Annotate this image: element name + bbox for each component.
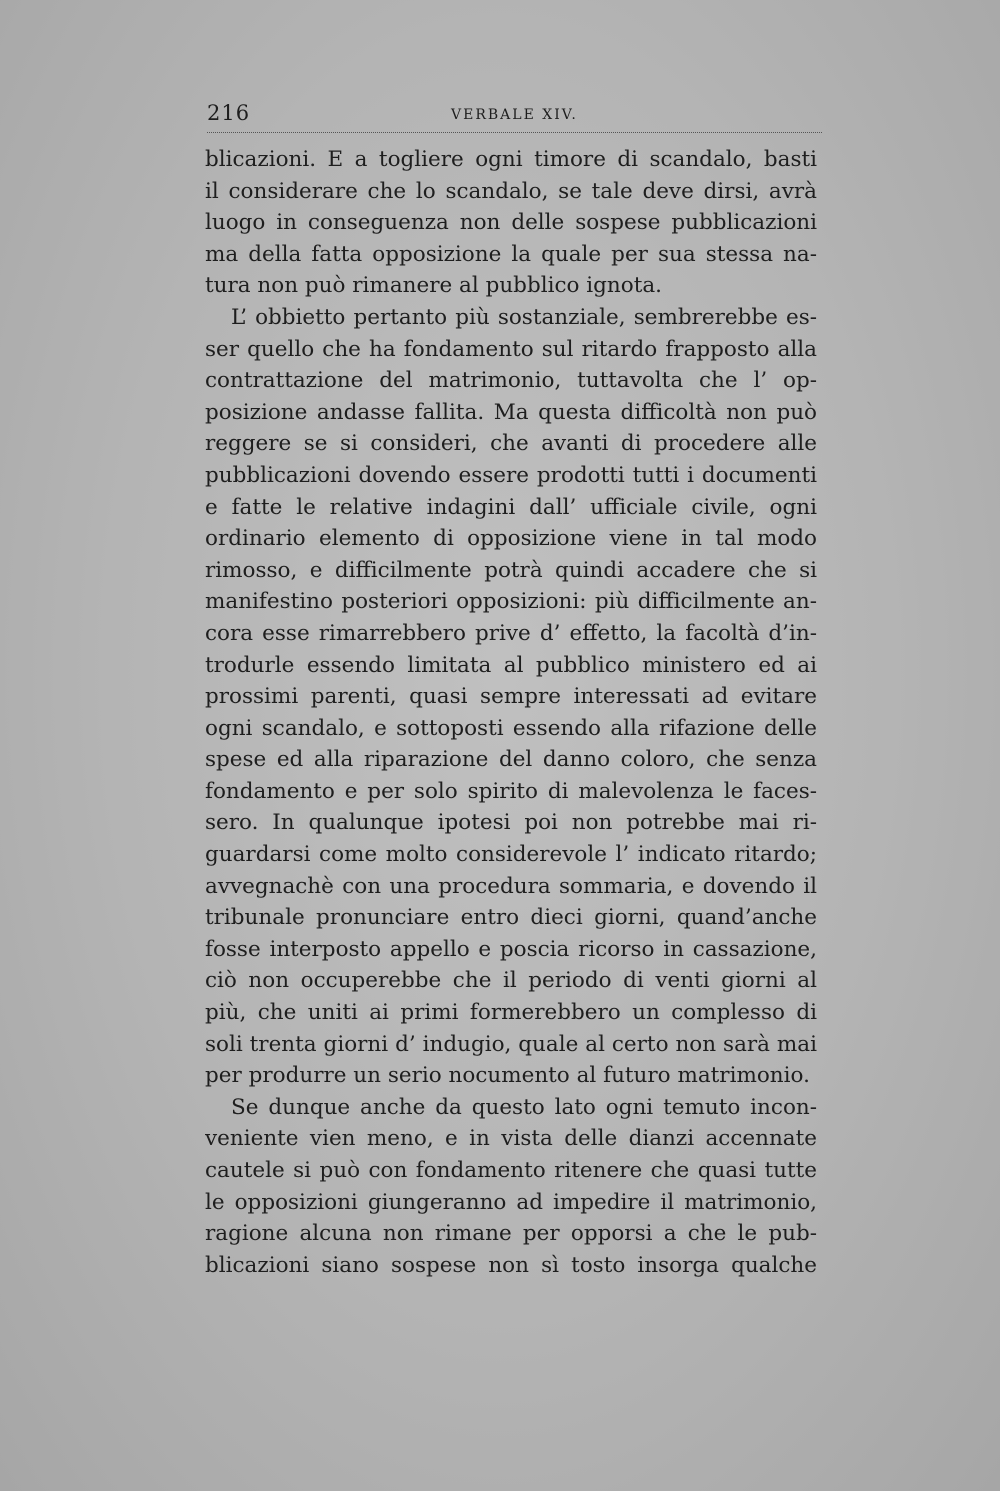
text-line: più, che uniti ai primi formerebbero un complesso di	[205, 1000, 817, 1026]
text-line: le opposizioni giungeranno ad impedire il matrimonio,	[205, 1189, 817, 1215]
text-line: ciò non occuperebbe che il periodo di venti giorni al	[205, 968, 817, 994]
text-line: ragione alcuna non rimane per opporsi a che le pub-	[205, 1221, 817, 1247]
text-line: tribunale pronunciare entro dieci giorni, quand’anche	[205, 905, 817, 931]
text-line: e fatte le relative indagini dall’ ufficiale civile, ogni	[205, 494, 817, 520]
page-number: 216	[207, 101, 251, 125]
text-line: spese ed alla riparazione del danno coloro, che senza	[205, 747, 817, 773]
header-rule	[207, 132, 822, 133]
text-line: avvegnachè con una procedura sommaria, e dovendo il	[205, 873, 817, 899]
text-line: luogo in conseguenza non delle sospese pubblicazioni	[205, 210, 817, 236]
text-line: il considerare che lo scandalo, se tale deve dirsi, avrà	[205, 178, 817, 204]
text-line: veniente vien meno, e in vista delle dianzi accennate	[205, 1126, 817, 1152]
text-line: rimosso, e difficilmente potrà quindi accadere che si	[205, 557, 817, 583]
body-text	[205, 144, 817, 1281]
text-line: ordinario elemento di opposizione viene in tal modo	[205, 526, 817, 552]
text-line: contrattazione del matrimonio, tuttavolta che l’ op-	[205, 368, 817, 394]
text-line: pubblicazioni dovendo essere prodotti tutti i documenti	[205, 462, 817, 488]
text-line: reggere se si consideri, che avanti di procedere alle	[205, 431, 817, 457]
running-head: VERBALE XIV.	[451, 107, 578, 123]
text-line: L’ obbietto pertanto più sostanziale, sembrerebbe es-	[231, 304, 817, 330]
text-line: cora esse rimarrebbero prive d’ effetto, la facoltà d’in-	[205, 620, 817, 646]
text-line: fondamento e per solo spirito di malevolenza le faces-	[205, 778, 817, 804]
text-line: blicazioni siano sospese non sì tosto insorga qualche	[205, 1252, 817, 1278]
text-line: prossimi parenti, quasi sempre interessati ad evitare	[205, 684, 817, 710]
text-line: ogni scandalo, e sottoposti essendo alla rifazione delle	[205, 715, 817, 741]
text-line: cautele si può con fondamento ritenere che quasi tutte	[205, 1158, 817, 1183]
text-line: trodurle essendo limitata al pubblico ministero ed ai	[205, 652, 817, 678]
text-line: manifestino posteriori opposizioni: più difficilmente an-	[205, 589, 817, 615]
text-line: fosse interposto appello e poscia ricorso in cassazione,	[205, 936, 817, 962]
text-line: tura non può rimanere al pubblico ignota.	[205, 273, 663, 299]
text-line: posizione andasse fallita. Ma questa difficoltà non può	[205, 399, 817, 425]
text-line: Se dunque anche da questo lato ogni temuto incon-	[231, 1094, 817, 1120]
text-line: blicazioni. E a togliere ogni timore di scandalo, basti	[205, 147, 817, 172]
page-header	[207, 101, 819, 131]
text-line: ser quello che ha fondamento sul ritardo frapposto alla	[205, 336, 817, 362]
text-line: per produrre un serio nocumento al futuro matrimonio.	[205, 1063, 810, 1089]
text-line: ma della fatta opposizione la quale per sua stessa na-	[205, 241, 817, 267]
text-line: sero. In qualunque ipotesi poi non potrebbe mai ri-	[205, 810, 817, 836]
text-line: guardarsi come molto considerevole l’ indicato ritardo;	[205, 842, 817, 868]
text-line: soli trenta giorni d’ indugio, quale al certo non sarà mai	[205, 1031, 817, 1057]
